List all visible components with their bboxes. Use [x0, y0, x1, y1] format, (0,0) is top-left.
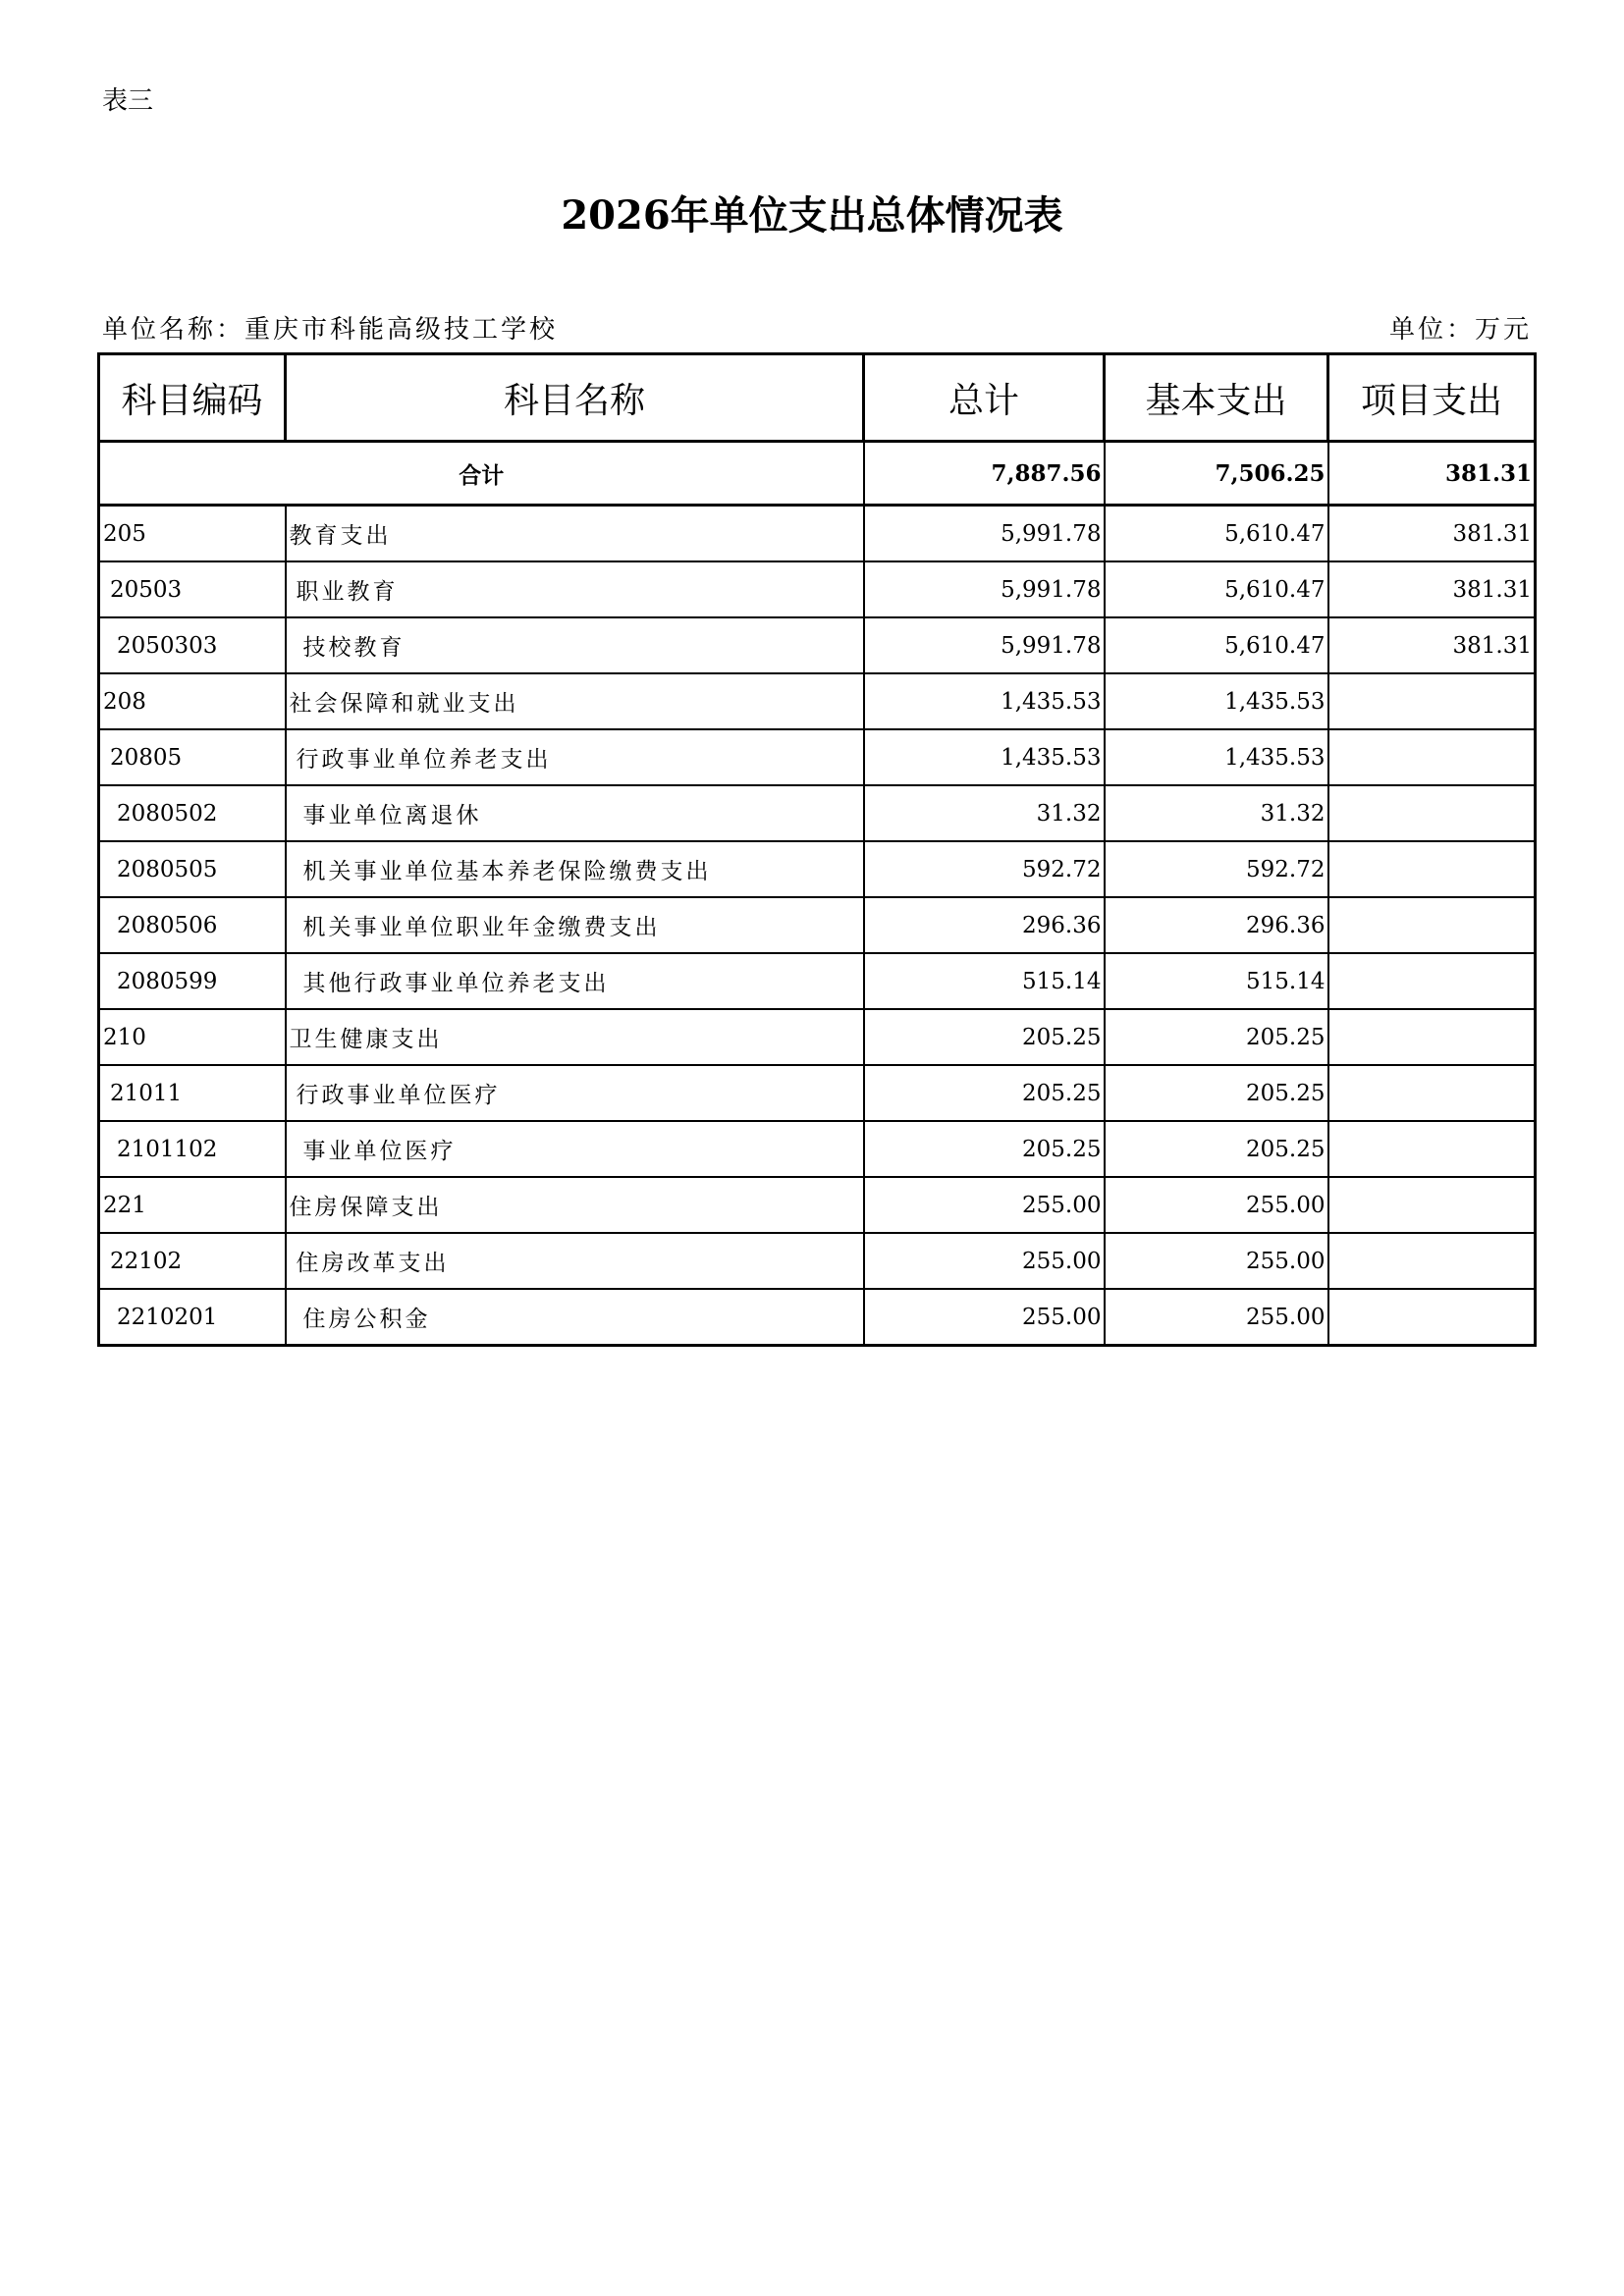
row-name: 事业单位医疗 — [286, 1121, 864, 1177]
total-basic: 7,506.25 — [1105, 442, 1328, 506]
row-name: 教育支出 — [286, 506, 864, 562]
expenditure-table — [97, 352, 1537, 1347]
row-code: 22102 — [99, 1233, 286, 1289]
row-project — [1328, 953, 1536, 1009]
row-basic: 205.25 — [1105, 1009, 1328, 1065]
row-basic: 255.00 — [1105, 1177, 1328, 1233]
row-total: 205.25 — [864, 1009, 1105, 1065]
row-name: 技校教育 — [286, 617, 864, 673]
row-project — [1328, 897, 1536, 953]
header-subject-name: 科目名称 — [286, 354, 864, 442]
unit-name-label: 单位名称：重庆市科能高级技工学校 — [102, 315, 559, 345]
table-row — [99, 897, 1536, 953]
table-row — [99, 1009, 1536, 1065]
row-basic: 1,435.53 — [1105, 673, 1328, 729]
table-row — [99, 953, 1536, 1009]
row-basic: 31.32 — [1105, 785, 1328, 841]
row-total: 255.00 — [864, 1289, 1105, 1346]
row-total: 1,435.53 — [864, 673, 1105, 729]
row-basic: 5,610.47 — [1105, 617, 1328, 673]
row-code: 208 — [99, 673, 286, 729]
total-row — [99, 442, 1536, 506]
table-row — [99, 617, 1536, 673]
row-code: 210 — [99, 1009, 286, 1065]
row-code: 221 — [99, 1177, 286, 1233]
row-total: 205.25 — [864, 1065, 1105, 1121]
total-sum: 7,887.56 — [864, 442, 1105, 506]
row-code: 2050303 — [99, 617, 286, 673]
currency-unit-label: 单位：万元 — [1388, 315, 1532, 345]
row-code: 21011 — [99, 1065, 286, 1121]
table-header-row — [99, 354, 1536, 442]
row-project: 381.31 — [1328, 506, 1536, 562]
row-name: 行政事业单位医疗 — [286, 1065, 864, 1121]
row-code: 20805 — [99, 729, 286, 785]
row-code: 2080506 — [99, 897, 286, 953]
row-code: 2101102 — [99, 1121, 286, 1177]
page-title: 2026年单位支出总体情况表 — [561, 192, 1063, 239]
table-row — [99, 729, 1536, 785]
row-name: 卫生健康支出 — [286, 1009, 864, 1065]
row-total: 31.32 — [864, 785, 1105, 841]
row-total: 5,991.78 — [864, 617, 1105, 673]
row-project — [1328, 1289, 1536, 1346]
header-basic-expenditure: 基本支出 — [1105, 354, 1328, 442]
row-project — [1328, 1009, 1536, 1065]
row-total: 255.00 — [864, 1233, 1105, 1289]
row-total: 205.25 — [864, 1121, 1105, 1177]
row-name: 其他行政事业单位养老支出 — [286, 953, 864, 1009]
row-code: 2080505 — [99, 841, 286, 897]
row-code: 2080502 — [99, 785, 286, 841]
table-row — [99, 1289, 1536, 1346]
table-row — [99, 785, 1536, 841]
row-total: 1,435.53 — [864, 729, 1105, 785]
row-basic: 5,610.47 — [1105, 561, 1328, 617]
row-project: 381.31 — [1328, 617, 1536, 673]
row-project — [1328, 1233, 1536, 1289]
row-project — [1328, 841, 1536, 897]
row-total: 592.72 — [864, 841, 1105, 897]
row-name: 行政事业单位养老支出 — [286, 729, 864, 785]
row-basic: 205.25 — [1105, 1065, 1328, 1121]
table-row — [99, 1065, 1536, 1121]
row-name: 职业教育 — [286, 561, 864, 617]
row-basic: 255.00 — [1105, 1233, 1328, 1289]
row-code: 2210201 — [99, 1289, 286, 1346]
table-row — [99, 1177, 1536, 1233]
row-total: 5,991.78 — [864, 561, 1105, 617]
table-row — [99, 841, 1536, 897]
table-row — [99, 1233, 1536, 1289]
row-code: 2080599 — [99, 953, 286, 1009]
row-total: 5,991.78 — [864, 506, 1105, 562]
row-total: 296.36 — [864, 897, 1105, 953]
row-basic: 296.36 — [1105, 897, 1328, 953]
table-row — [99, 561, 1536, 617]
row-project — [1328, 1177, 1536, 1233]
row-total: 255.00 — [864, 1177, 1105, 1233]
table-row — [99, 506, 1536, 562]
row-project — [1328, 673, 1536, 729]
row-total: 515.14 — [864, 953, 1105, 1009]
row-basic: 5,610.47 — [1105, 506, 1328, 562]
row-basic: 255.00 — [1105, 1289, 1328, 1346]
row-project — [1328, 1121, 1536, 1177]
row-name: 机关事业单位职业年金缴费支出 — [286, 897, 864, 953]
row-basic: 592.72 — [1105, 841, 1328, 897]
row-name: 住房公积金 — [286, 1289, 864, 1346]
header-total: 总计 — [864, 354, 1105, 442]
row-project — [1328, 1065, 1536, 1121]
row-name: 住房保障支出 — [286, 1177, 864, 1233]
header-project-expenditure: 项目支出 — [1328, 354, 1536, 442]
row-basic: 205.25 — [1105, 1121, 1328, 1177]
table-row — [99, 673, 1536, 729]
row-basic: 1,435.53 — [1105, 729, 1328, 785]
row-code: 205 — [99, 506, 286, 562]
row-basic: 515.14 — [1105, 953, 1328, 1009]
table-number-label: 表三 — [102, 86, 154, 116]
header-subject-code: 科目编码 — [99, 354, 286, 442]
row-name: 社会保障和就业支出 — [286, 673, 864, 729]
row-name: 机关事业单位基本养老保险缴费支出 — [286, 841, 864, 897]
row-project: 381.31 — [1328, 561, 1536, 617]
row-project — [1328, 729, 1536, 785]
total-project: 381.31 — [1328, 442, 1536, 506]
row-name: 事业单位离退休 — [286, 785, 864, 841]
total-label: 合计 — [99, 442, 864, 506]
table-row — [99, 1121, 1536, 1177]
row-code: 20503 — [99, 561, 286, 617]
row-name: 住房改革支出 — [286, 1233, 864, 1289]
row-project — [1328, 785, 1536, 841]
